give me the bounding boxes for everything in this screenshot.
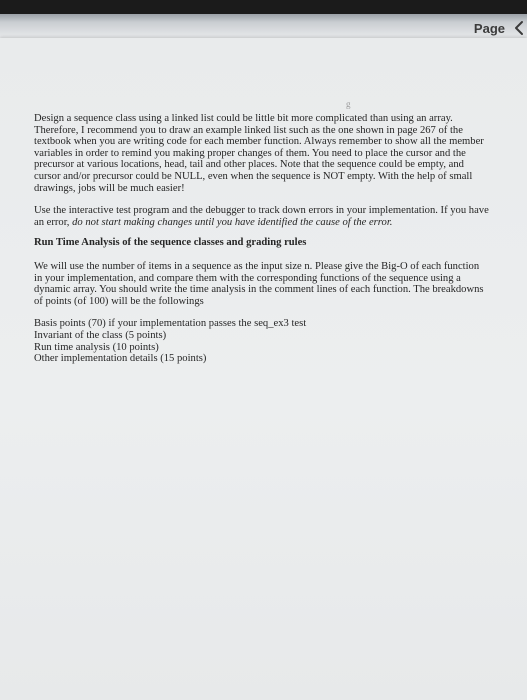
stray-mark: g [346, 99, 351, 109]
paragraph-linked-list-advice: Design a sequence class using a linked list could be little bit more complicated than using an array. Therefore, I recommend you to draw an example linked list such as the one shown in page 267 of the textbook when you are writing code for each member function. Always remember to show all the member variables in order to remind you making proper changes of them. You need to place the cursor and the precursor at various locations, head, tail and other places. Note that the sequence could be empty, and cursor and/or precursor could be NULL, even when the sequence is NOT empty. With the help of small drawings, jobs will be much easier! [34, 113, 484, 194]
paragraph-debugging-emphasis: do not start making changes until you have identified the cause of the error. [72, 216, 393, 228]
grading-item: Basis points (70) if your implementation passes the seq_ex3 test [34, 318, 307, 330]
grading-item: Invariant of the class (5 points) [34, 329, 167, 341]
grading-list [34, 318, 489, 364]
page-header [474, 18, 527, 38]
section-heading: Run Time Analysis of the sequence classes and grading rules [34, 237, 307, 249]
document-content [34, 113, 489, 365]
grading-item: Other implementation details (15 points) [34, 353, 207, 365]
top-bar [0, 0, 527, 14]
page-label: Page [473, 20, 505, 36]
chevron-left-icon[interactable] [511, 19, 527, 37]
paragraph-debugging-text: Use the interactive test program and the debugger to track down errors in your implementation. If you have an error, [34, 205, 489, 228]
paragraph-run-time-analysis: We will use the number of items in a sequence as the input size n. Please give the Big-O of each function in your implementation, and compare them with the corresponding functions of the sequence using a dynamic array. You should write the time analysis in the comment lines of each function. The breakdowns of points (of 100) will be the followings [34, 260, 484, 307]
paragraph-debugging [34, 205, 489, 228]
grading-item: Run time analysis (10 points) [34, 341, 159, 353]
